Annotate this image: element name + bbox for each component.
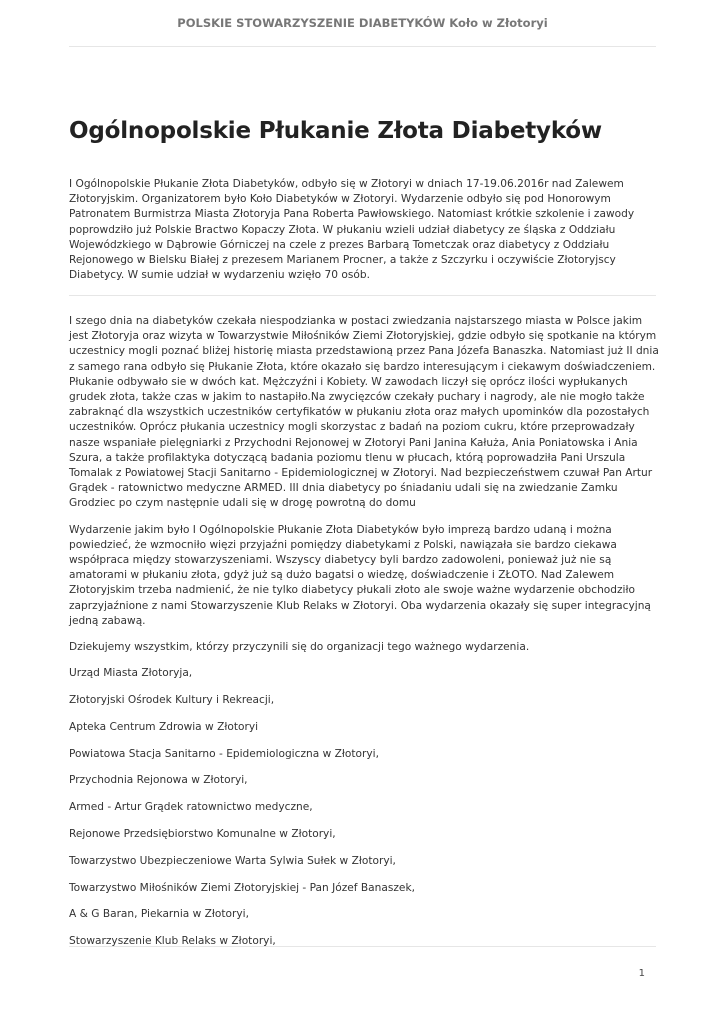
- footer-divider: [69, 946, 656, 947]
- sponsor-item: Rejonowe Przedsiębiorstwo Komunalne w Złotoryi,: [69, 828, 336, 841]
- article-body: [69, 314, 659, 961]
- sponsor-item: Apteka Centrum Zdrowia w Złotoryi: [69, 720, 259, 733]
- section-divider: [69, 295, 656, 296]
- sponsor-item: Stowarzyszenie Klub Relaks w Złotoryi,: [69, 935, 276, 948]
- sponsor-item: Towarzystwo Ubezpieczeniowe Warta Sylwia Sułek w Złotoryi,: [69, 854, 396, 867]
- thanks-paragraph: Dziekujemy wszystkim, którzy przyczynili się do organizacji tego ważnego wydarzenia.: [69, 641, 530, 654]
- sponsor-item: Powiatowa Stacja Sanitarno - Epidemiologiczna w Złotoryi,: [69, 747, 379, 760]
- body-paragraph: I szego dnia na diabetyków czekała niespodzianka w postaci zwiedzania najstarszego miasta w Polsce jakim jest Złotoryja oraz wizyta w Towarzystwie Miłośników Ziemi Złotoryjskiej, gdzie odbyło się spotkanie na którym uczestnicy mogli poznać bliżej historię miasta przedstawioną przez Pana Józefa Banaszka. Natomiast już II dnia z samego rana odbyło się Płukanie Złota, które okazało się bardzo interesującym i ciekawym doświadczeniem. Płukanie odbywało sie w dwóch kat. Mężczyźni i Kobiety. W zawodach liczył się oprócz ilości wypłukanych grudek złota, także czas w jakim to nastapiło.Na zwycięzców czekały puchary i nagrody, ale nie mogło także zabraknąć dla wszystkich uczestników certyfikatów w płukaniu złota oraz małych upominków dla pozostałych uczestników. Oprócz płukania uczestnicy mogli skorzystac z badań na poziom cukru, które przeprowadzały nasze wspaniałe pielęgniarki z Przychodni Rejonowej w Złotoryi Pani Janina Kałuża, Ania Poniatowska i Ania Szura, a także profilaktyka dotyczącą badania poziomu tlenu w płucach, którą poprowadziła Pani Urszula Tomalak z Powiatowej Stacji Sanitarno - Epidemiologicznej w Złotoryi. Nad bezpieczeństwem czuwał Pan Artur Grądek - ratownictwo medyczne ARMED. III dnia diabetycy po śniadaniu udali się na zwiedzanie Zamku Grodziec po czym następnie udali się w drogę powrotną do domu: [69, 315, 659, 510]
- sponsor-list: [69, 666, 659, 949]
- sponsor-item: Armed - Artur Grądek ratownictwo medyczne,: [69, 801, 313, 814]
- intro-paragraph: I Ogólnopolskie Płukanie Złota Diabetyków, odbyło się w Złotoryi w dniach 17-19.06.2016r nad Zalewem Złotoryjskim. Organizatorem było Koło Diabetyków w Złotoryi. Wydarzenie odbyło się pod Honorowym Patronatem Burmistrza Miasta Złotoryja Pana Roberta Pawłowskiego. Natomiast krótkie szkolenie i zawody poprowdziło już Polskie Bractwo Kopaczy Złota. W płukaniu wzieli udział diabetycy ze śląska z Oddziału Wojewódzkiego w Dąbrowie Górniczej na czele z prezes Barbarą Tometczak oraz diabetycy z Oddziału Rejonowego w Bielsku Białej z prezesem Marianem Procner, a także z Szczyrku i oczywiście Złotoryjscy Diabetycy. W sumie udział w wydarzeniu wzięło 70 osób.: [69, 178, 635, 282]
- header-divider: [69, 46, 656, 47]
- sponsor-item: Urząd Miasta Złotoryja,: [69, 667, 193, 680]
- sponsor-item: A & G Baran, Piekarnia w Złotoryi,: [69, 908, 249, 921]
- sponsor-item: Towarzystwo Miłośników Ziemi Złotoryjskiej - Pan Józef Banaszek,: [69, 881, 415, 894]
- sponsor-item: Złotoryjski Ośrodek Kultury i Rekreacji,: [69, 694, 275, 707]
- page-number: 1: [638, 968, 645, 979]
- body-paragraph: Wydarzenie jakim było I Ogólnopolskie Płukanie Złota Diabetyków było imprezą bardzo udaną i można powiedzieć, że wzmocniło więzi przyjaźni pomiędzy diabetykami z Polski, nawiązała sie bardzo ciekawa współpraca między stowarzyszeniami. Wszyscy diabetycy byli bardzo zadowoleni, ponieważ już nie są amatorami w płukaniu złota, gdyż już są dużo bagatsi o wiedzę, doświadczenie i ZŁOTO. Nad Zalewem Złotoryjskim trzeba nadmienić, że nie tylko diabetycy płukali złoto ale swoje ważne wydarzenie obchodziło zaprzyjaźnione z nami Stowarzyszenie Klub Relaks w Złotoryi. Oba wydarzenia okazały się super integracyjną jedną zabawą.: [69, 523, 651, 627]
- sponsor-item: Przychodnia Rejonowa w Złotoryi,: [69, 774, 248, 787]
- site-header: POLSKIE STOWARZYSZENIE DIABETYKÓW Koło w Złotoryi: [177, 16, 548, 30]
- page-title: Ogólnopolskie Płukanie Złota Diabetyków: [69, 118, 602, 144]
